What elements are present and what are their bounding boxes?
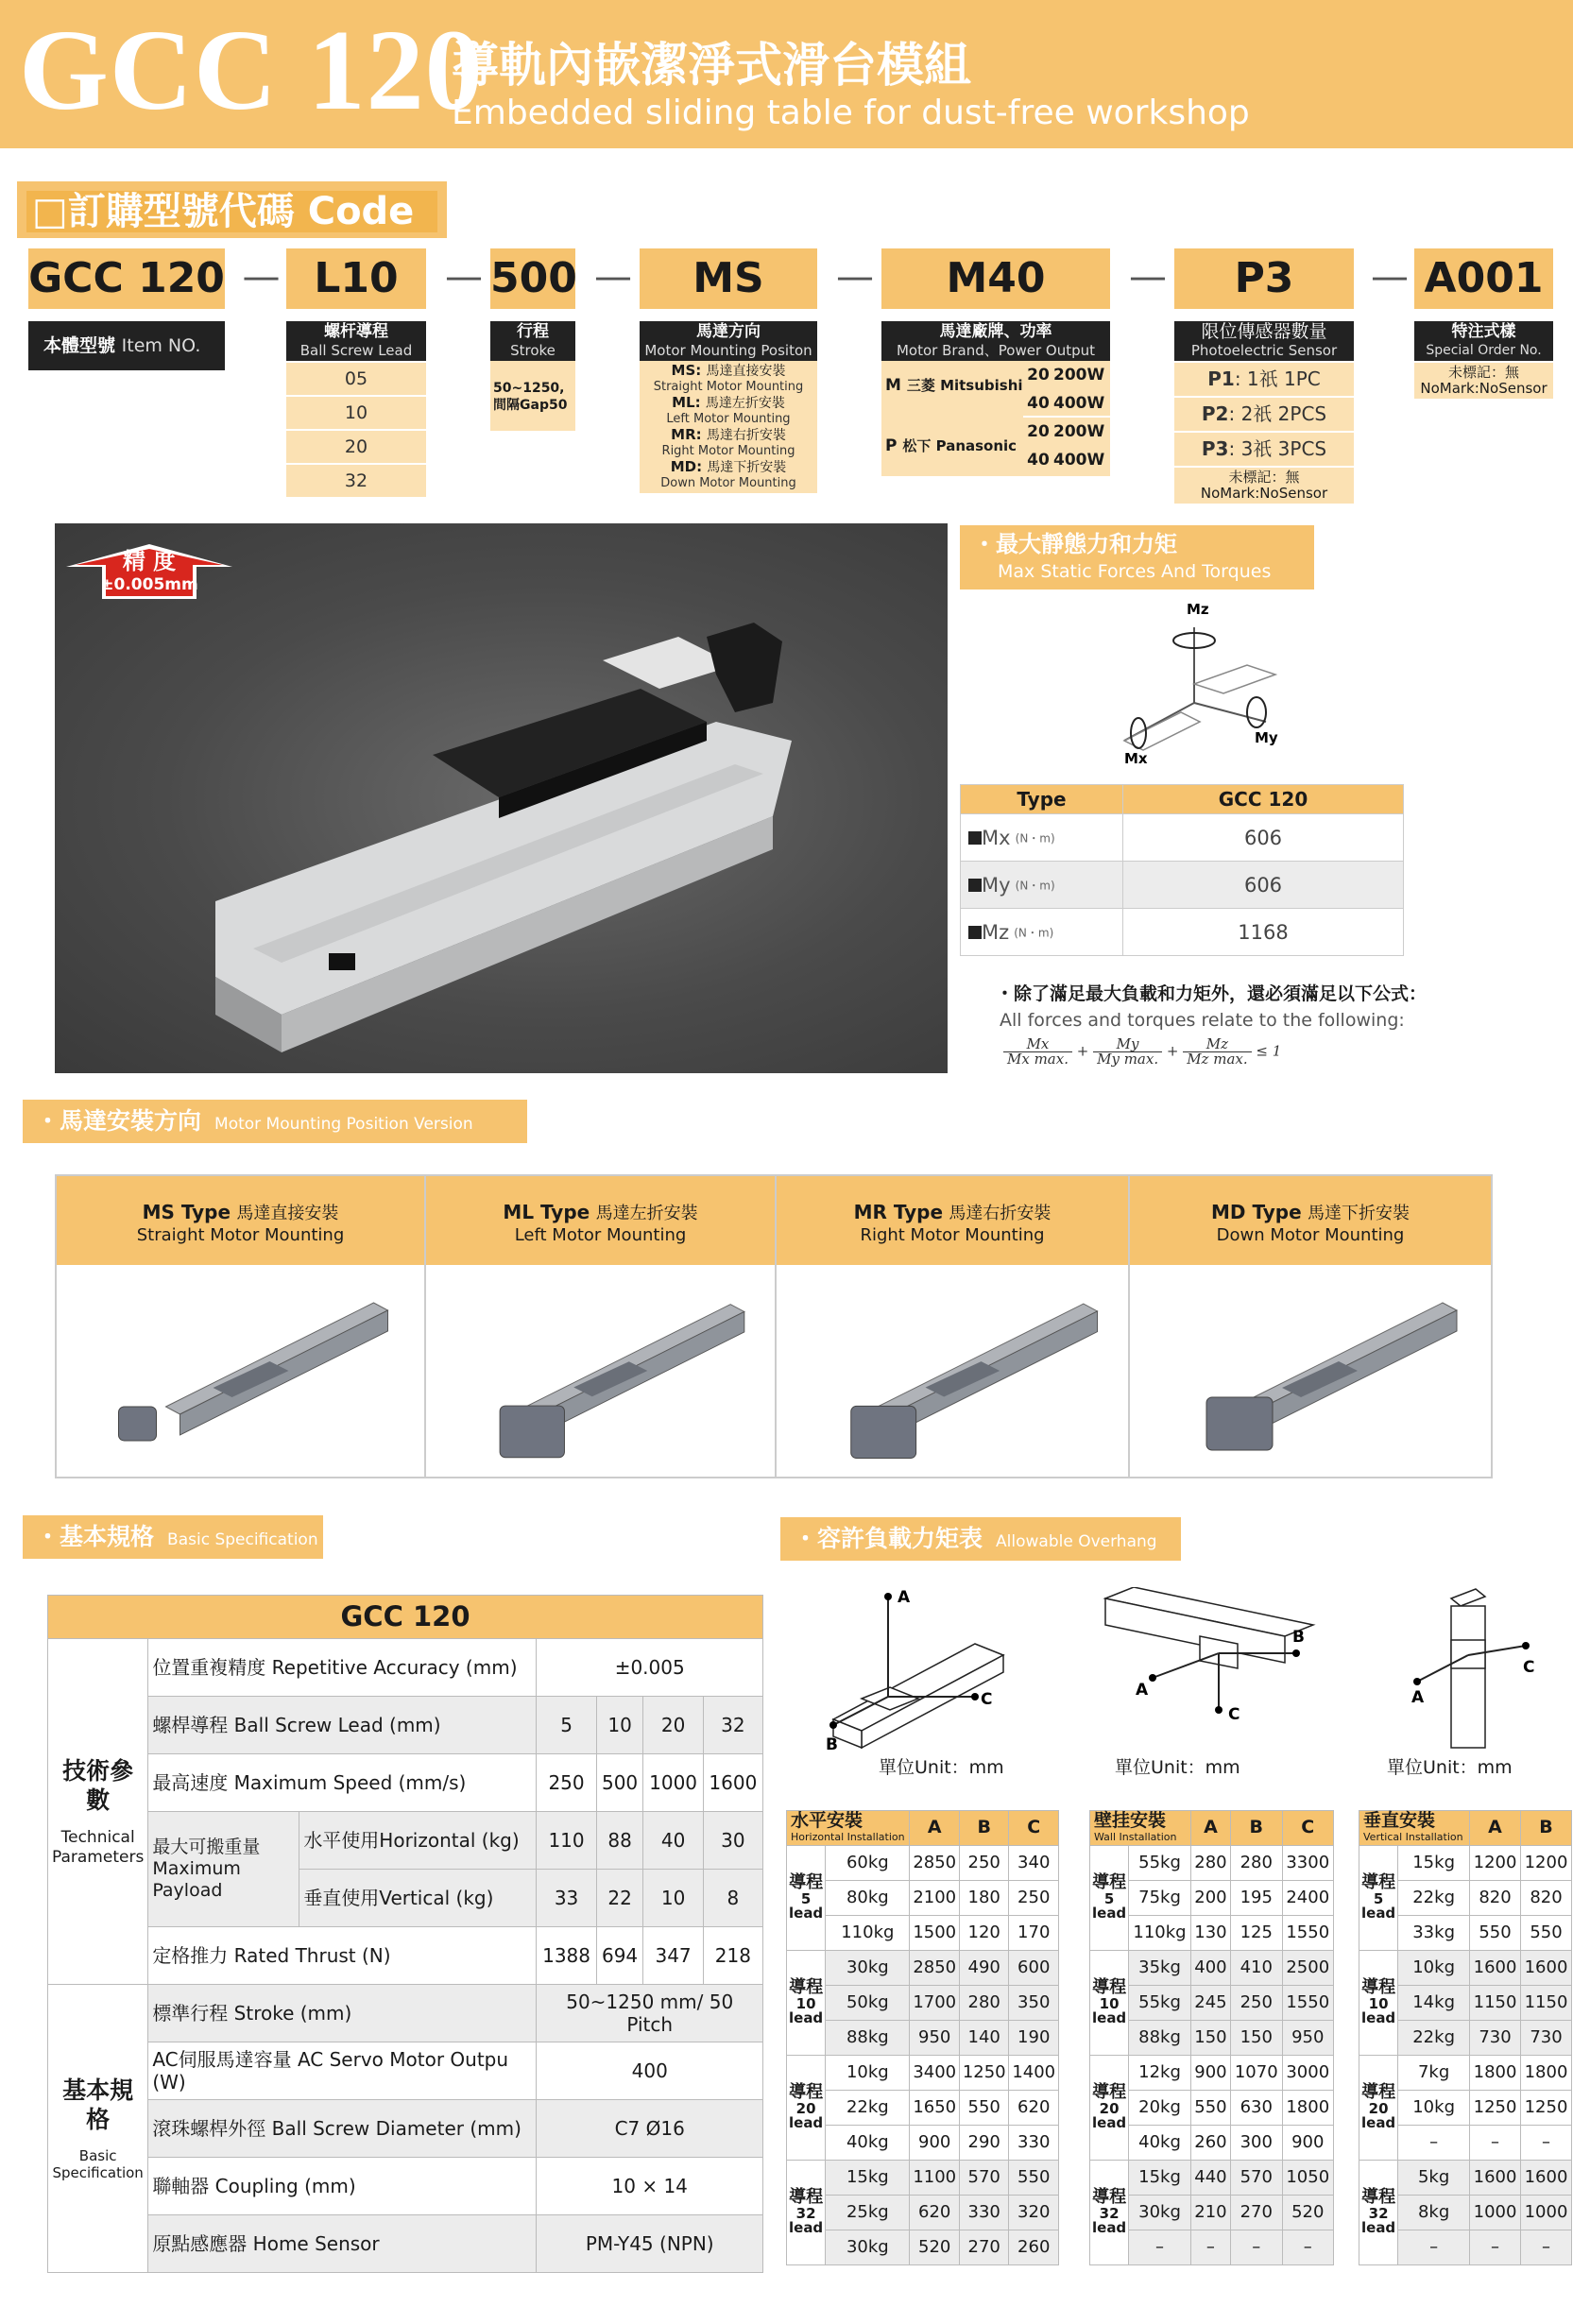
sensor-none: 未標記：無 NoMark:NoSensor	[1174, 466, 1354, 504]
lead-options	[286, 361, 426, 497]
formula-note-zh: ・除了滿足最大負載和力矩外，還必須滿足以下公式：	[996, 983, 1428, 1004]
overhang-row: 導程 20 lead 10kg 3400 1250 1400	[787, 2056, 1059, 2091]
overhang-row: 導程 32 lead 15kg 440 570 1050	[1090, 2161, 1334, 2196]
overhang-row: 導程 5 lead 15kg 1200 1200	[1359, 1846, 1572, 1881]
mounting-type-1: ML Type 馬達左折安裝 Left Motor Mounting	[426, 1176, 777, 1477]
brand-label: 馬達廠牌、功率 Motor Brand、Power Output	[881, 321, 1110, 361]
code-box-sensor: P3	[1174, 248, 1354, 309]
basic-section-header: ・基本規格 Basic Specification	[23, 1515, 323, 1559]
h-label-b: B	[826, 1735, 838, 1754]
overhang-row: 導程 20 lead 7kg 1800 1800	[1359, 2056, 1572, 2091]
special-label: 特注式樣 Special Order No.	[1414, 321, 1553, 361]
w-label-c: C	[1228, 1705, 1240, 1724]
mounting-type-2: MR Type 馬達右折安裝 Right Motor Mounting	[777, 1176, 1130, 1477]
overhang-row: 8kg 1000 1000	[1359, 2196, 1572, 2230]
motor-dir-option: MS: 馬達直接安裝 Straight Motor Mounting	[653, 362, 804, 394]
mounting-image-3	[1130, 1265, 1491, 1473]
mx-axis-label: Mx	[1124, 750, 1148, 767]
item-no-label: 本體型號 Item NO.	[28, 321, 225, 370]
overhang-row: 10kg 1250 1250	[1359, 2091, 1572, 2126]
lead-option: 32	[286, 463, 426, 497]
mounting-image-2	[777, 1265, 1130, 1473]
code-separator: —	[242, 255, 281, 299]
overhang-row: 30kg 520 270 260	[787, 2230, 1059, 2265]
v-label-c: C	[1523, 1658, 1535, 1677]
h-label-a: A	[898, 1588, 911, 1607]
overhang-row: 導程 5 lead 60kg 2850 250 340	[787, 1846, 1059, 1881]
formula: Mx Mx max. + My My max. + Mz Mz max. ≤ 1	[1003, 1037, 1281, 1067]
lead-option: 20	[286, 429, 426, 463]
overhang-row: 22kg 730 730	[1359, 2021, 1572, 2056]
h-label-c: C	[981, 1690, 993, 1709]
overhang-row: – – –	[1359, 2126, 1572, 2161]
overhang-row: 55kg 245 250 1550	[1090, 1986, 1334, 2021]
overhang-row: 33kg 550 550	[1359, 1916, 1572, 1951]
overhang-row: 50kg 1700 280 350	[787, 1986, 1059, 2021]
overhang-row: – – – –	[1090, 2230, 1334, 2265]
overhang-row: 導程 32 lead 5kg 1600 1600	[1359, 2161, 1572, 2196]
forces-row: Mz (N・m) 1168	[961, 909, 1404, 956]
overhang-row: 110kg 130 125 1550	[1090, 1916, 1334, 1951]
overhang-row: 22kg 820 820	[1359, 1881, 1572, 1916]
formula-note-en: All forces and torques relate to the following:	[1000, 1010, 1405, 1031]
code-box-motor-dir: MS	[640, 248, 817, 309]
code-box-lead: L10	[286, 248, 426, 309]
lead-label: 螺杆導程 Ball Screw Lead	[286, 321, 426, 361]
code-separator: —	[445, 255, 483, 299]
lead-option: 05	[286, 361, 426, 395]
power-option: 20 200W	[1027, 422, 1105, 441]
code-section-header: □訂購型號代碼 Code	[17, 181, 447, 238]
code-separator: —	[1371, 255, 1409, 299]
sensor-option: P3: 3祇 3PCS	[1174, 431, 1354, 466]
code-box-special: A001	[1414, 248, 1553, 309]
motor-dir-options	[640, 361, 817, 493]
horizontal-install-diagram	[814, 1587, 1022, 1757]
stroke-options: 50~1250, 間隔Gap50	[490, 361, 575, 431]
mz-axis-label: Mz	[1187, 601, 1209, 618]
overhang-row: – – –	[1359, 2230, 1572, 2265]
overhang-row: 80kg 2100 180 250	[787, 1881, 1059, 1916]
overhang-row: 導程 10 lead 30kg 2850 490 600	[787, 1951, 1059, 1986]
motor-dir-label: 馬達方向 Motor Mounting Positon	[640, 321, 817, 361]
product-photo	[55, 523, 948, 1073]
basic-spec-table: GCC 120 技術參數 Technical Parameters 位置重複精度 Repetitive Accuracy (mm) ±0.005 螺桿導程 Ball Screw Lead (mm) 5 10 20 32 最高速度 Maximum Speed (mm/s) 250 500 1000 1600 最大可搬重量 Maximum Payload 水平使用Horizontal (kg) 110 88 40 30 垂直使用Vertical (kg) 33 22 10 8 定格推力 Rated Thrust (N) 1388 694 347 218 基本規格 Basic Specification 標準行程 Stroke (mm) 50~1250 mm/ 50 Pitch AC伺服馬達容量 AC Servo Motor Outpu (W) 400 滾珠螺桿外徑 Ball Screw Diameter (mm) C7 Ø16 聯軸器 Coupling (mm) 10 × 14 原點感應器 Home Sensor PM-Y45 (NPN)	[47, 1595, 763, 2273]
special-options: 未標記：無 NoMark:NoSensor	[1414, 363, 1553, 399]
overhang-row: 88kg 150 150 950	[1090, 2021, 1334, 2056]
w-label-a: A	[1136, 1681, 1149, 1700]
motor-dir-option: MR: 馬達右折安裝 Right Motor Mounting	[661, 426, 795, 458]
v-label-a: A	[1411, 1688, 1425, 1707]
forces-row: My (N・m) 606	[961, 862, 1404, 909]
sensor-option: P2: 2祇 2PCS	[1174, 396, 1354, 431]
w-label-b: B	[1292, 1628, 1305, 1647]
sensor-options	[1174, 361, 1354, 504]
unit-label-3: 單位Unit：mm	[1387, 1757, 1513, 1778]
code-box-brand: M40	[881, 248, 1110, 309]
power-option: 20 200W	[1027, 366, 1105, 384]
precision-badge: 精 度 ±0.005mm	[66, 544, 232, 599]
overhang-row: 88kg 950 140 190	[787, 2021, 1059, 2056]
overhang-table-2: 垂直安裝 Vertical Installation A B 導程 5 lead 15kg 1200 1200 22kg 820 820 33kg 550 550 導程 10 lead 10kg 1600 1600 14kg 1150 1150 22kg 730 730 導程 20 lead 7kg 1800 1800 10kg 1250 1250 – – – 導程 32 lead 5kg 1600 1600 8kg 1000 1000 – – –	[1359, 1810, 1572, 2265]
overhang-row: 75kg 200 195 2400	[1090, 1881, 1334, 1916]
power-option: 40 400W	[1027, 451, 1105, 470]
code-separator: —	[836, 255, 874, 299]
overhang-row: 導程 20 lead 12kg 900 1070 3000	[1090, 2056, 1334, 2091]
mounting-image-1	[426, 1265, 777, 1473]
overhang-row: 導程 10 lead 35kg 400 410 2500	[1090, 1951, 1334, 1986]
overhang-row: 110kg 1500 120 170	[787, 1916, 1059, 1951]
mounting-section-header: ・馬達安裝方向 Motor Mounting Position Version	[23, 1100, 527, 1143]
overhang-row: 22kg 1650 550 620	[787, 2091, 1059, 2126]
model-title: GCC 120	[19, 7, 484, 134]
motor-dir-option: ML: 馬達左折安裝 Left Motor Mounting	[666, 394, 791, 426]
overhang-row: 導程 32 lead 15kg 1100 570 550	[787, 2161, 1059, 2196]
unit-label-2: 單位Unit：mm	[1115, 1757, 1240, 1778]
axis-diagram	[1096, 599, 1304, 769]
forces-table: Type GCC 120 Mx (N・m) 606 My (N・m) 606 Mz (N・m) 1168	[960, 784, 1404, 956]
code-box-stroke: 500	[490, 248, 575, 309]
wall-install-diagram	[1096, 1587, 1323, 1729]
overhang-row: 30kg 210 270 520	[1090, 2196, 1334, 2230]
code-box-item: GCC 120	[28, 248, 225, 309]
overhang-row: 14kg 1150 1150	[1359, 1986, 1572, 2021]
overhang-section-header: ・容許負載力矩表 Allowable Overhang	[780, 1517, 1181, 1561]
overhang-row: 導程 10 lead 10kg 1600 1600	[1359, 1951, 1572, 1986]
overhang-row: 20kg 550 630 1800	[1090, 2091, 1334, 2126]
power-option: 40 400W	[1023, 389, 1110, 418]
mounting-panel	[55, 1174, 1493, 1478]
forces-row: Mx (N・m) 606	[961, 814, 1404, 862]
motor-dir-option: MD: 馬達下折安裝 Down Motor Mounting	[660, 458, 796, 490]
overhang-table-0: 水平安裝 Horizontal Installation A B C 導程 5 lead 60kg 2850 250 340 80kg 2100 180 250 110kg 1500 120 170 導程 10 lead 30kg 2850 490 600 50kg 1700 280 350 88kg 950 140 190 導程 20 lead 10kg 3400 1250 1400 22kg 1650 550 620 40kg 900 290 330 導程 32 lead 15kg 1100 570 550 25kg 620 330 320 30kg 520 270 260	[786, 1810, 1059, 2265]
stroke-label: 行程 Stroke	[490, 321, 575, 361]
mounting-image-0	[57, 1265, 426, 1473]
overhang-row: 導程 5 lead 55kg 280 280 3300	[1090, 1846, 1334, 1881]
sensor-option: P1: 1祇 1PC	[1174, 361, 1354, 396]
lead-option: 10	[286, 395, 426, 429]
title-en: Embedded sliding table for dust-free workshop	[452, 94, 1250, 132]
sensor-label: 限位傳感器數量 Photoelectric Sensor	[1174, 321, 1354, 361]
code-separator: —	[1129, 255, 1167, 299]
mounting-type-3: MD Type 馬達下折安裝 Down Motor Mounting	[1130, 1176, 1491, 1477]
overhang-row: 25kg 620 330 320	[787, 2196, 1059, 2230]
title-zh: 導軌內嵌潔淨式滑台模組	[452, 38, 971, 93]
brand-options: M 三菱 Mitsubishi P 松下 Panasonic 20 200W 40 400W 20 200W 40 400W	[881, 361, 1110, 476]
forces-section-header: ・最大靜態力和力矩 Max Static Forces And Torques	[960, 525, 1314, 590]
overhang-row: 40kg 900 290 330	[787, 2126, 1059, 2161]
mounting-type-0: MS Type 馬達直接安裝 Straight Motor Mounting	[57, 1176, 426, 1477]
vertical-install-diagram	[1398, 1587, 1549, 1757]
code-separator: —	[594, 255, 632, 299]
unit-label-1: 單位Unit：mm	[879, 1757, 1004, 1778]
overhang-row: 40kg 260 300 900	[1090, 2126, 1334, 2161]
my-axis-label: My	[1255, 729, 1278, 746]
overhang-table-1: 壁挂安裝 Wall Installation A B C 導程 5 lead 55kg 280 280 3300 75kg 200 195 2400 110kg 130 125 1550 導程 10 lead 35kg 400 410 2500 55kg 245 250 1550 88kg 150 150 950 導程 20 lead 12kg 900 1070 3000 20kg 550 630 1800 40kg 260 300 900 導程 32 lead 15kg 440 570 1050 30kg 210 270 520 – – – –	[1089, 1810, 1334, 2265]
